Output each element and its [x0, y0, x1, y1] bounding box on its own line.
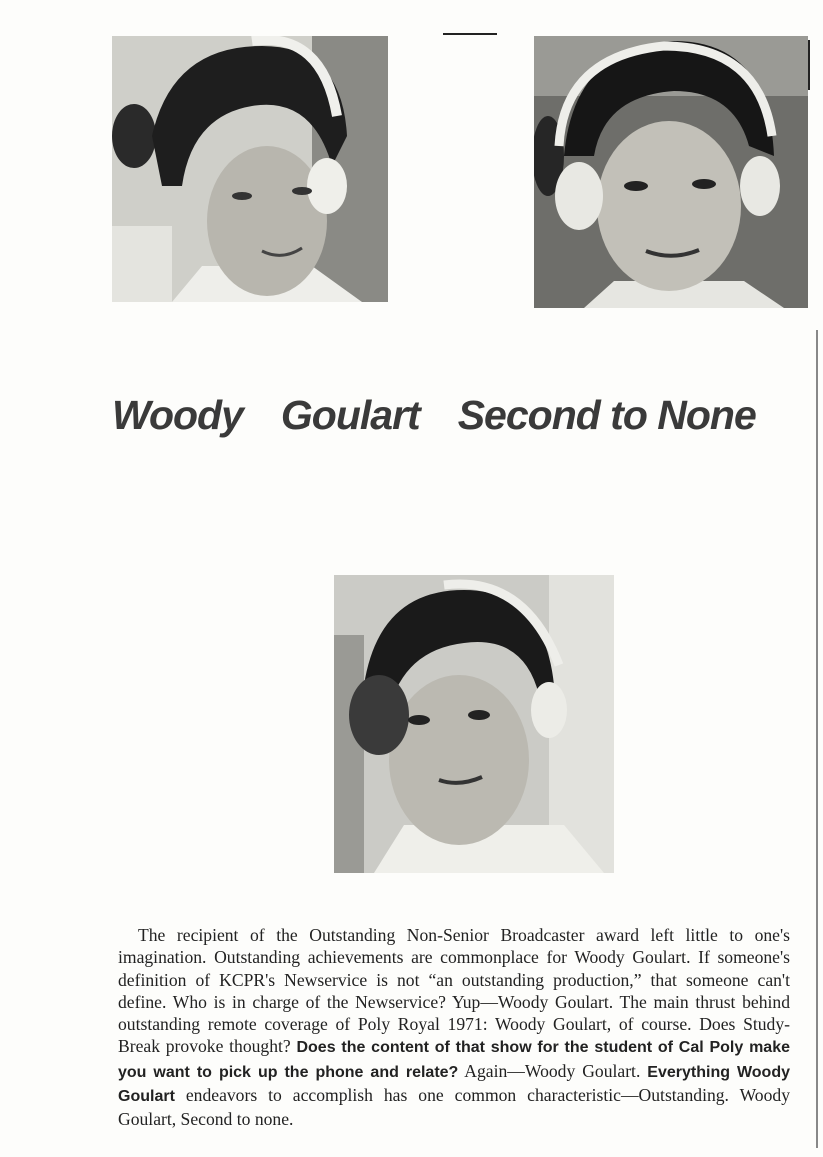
portrait-photo-3 — [334, 575, 614, 873]
portrait-photo-1 — [112, 36, 388, 302]
page-bottom-edge — [0, 1148, 823, 1157]
right-edge-line-lower — [816, 330, 818, 1150]
headline-tagline: Second to None — [457, 392, 756, 438]
headline-last-name: Goulart — [280, 392, 420, 438]
article-text-3: endeavors to accomplish has one common characteristic—Outstanding. Woody Goulart, Second to none. — [118, 1085, 790, 1130]
portrait-photo-2-image — [534, 36, 808, 308]
right-edge-line — [808, 40, 810, 90]
portrait-photo-3-image — [334, 575, 614, 873]
headline-first-name: Woody — [112, 392, 243, 438]
portrait-photo-2 — [534, 36, 808, 308]
headline — [112, 392, 756, 439]
article-text-2: Again—Woody Goulart. — [458, 1060, 648, 1081]
article-bold-name: Everything Woody Goulart — [118, 1063, 790, 1106]
article-body — [118, 924, 790, 1131]
article-text-1: The recipient of the Outstanding Non-Senior Broadcaster award left little to one's imagination. Outstanding achievements are commonplace for Woody Goulart. If someone's definition of KCPR's Newservice is not “an outstanding production,” that someone can't define. Who is in charge of the Newservice? Yup—Woody Goulart. The main thrust behind outstanding remote coverage of Poly Royal 1971: Woody Goulart, of course. Does Study-Break provoke thought? — [118, 925, 790, 1057]
article-bold-question: Does the content of that show for the student of Cal Poly make you want to pick up the phone and relate? — [118, 1039, 790, 1081]
top-rule — [443, 33, 497, 35]
portrait-photo-1-image — [112, 36, 388, 302]
